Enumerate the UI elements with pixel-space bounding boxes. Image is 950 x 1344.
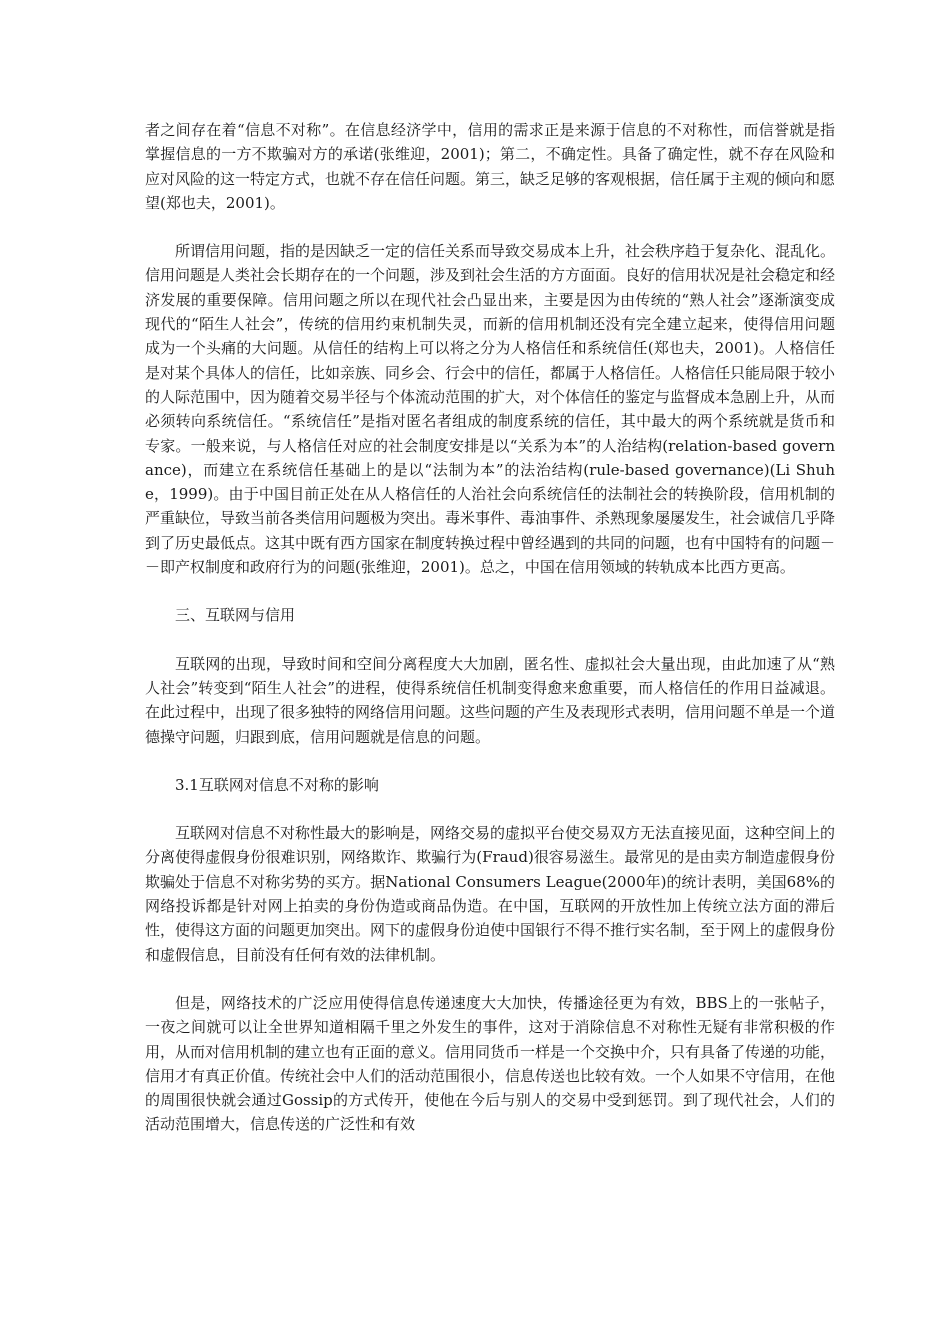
paragraph-3: 互联网的出现，导致时间和空间分离程度大大加剧，匿名性、虚拟社会大量出现，由此加速了从“熟人社会”转变到“陌生人社会”的进程，使得系统信任机制变得愈来愈重要，而人格信任的作用日益减退。在此过程中，出现了很多独特的网络信用问题。这些问题的产生及表现形式表明，信用问题不单是一个道德操守问题，归跟到底，信用问题就是信息的问题。 (145, 654, 836, 746)
paragraph-1: 者之间存在着“信息不对称”。在信息经济学中，信用的需求正是来源于信息的不对称性，而信誉就是指掌握信息的一方不欺骗对方的承诺(张维迎，2001)；第二，不确定性。具备了确定性，就不存在风险和应对风险的这一特定方式，也就不存在信任问题。第三，缺乏足够的客观根据，信任属于主观的倾向和愿望(郑也夫，2001)。 (145, 121, 836, 212)
paragraph-4: 互联网对信息不对称性最大的影响是，网络交易的虚拟平台使交易双方无法直接见面，这种空间上的分离使得虚假身份很难识别，网络欺诈、欺骗行为(Fraud)很容易滋生。最常见的是由卖方制造虚假身份欺骗处于信息不对称劣势的买方。据National Consumers League(2000年)的统计表明，美国68%的网络投诉都是针对网上拍卖的身份伪造或商品伪造。在中国，互联网的开放性加上传统立法方面的滞后性，使得这方面的问题更加突出。网下的虚假身份迫使中国银行不得不推行实名制，至于网上的虚假身份和虚假信息，目前没有任何有效的法律机制。 (145, 824, 836, 964)
paragraph-2: 所谓信用问题，指的是因缺乏一定的信任关系而导致交易成本上升，社会秩序趋于复杂化、混乱化。信用问题是人类社会长期存在的一个问题，涉及到社会生活的方方面面。良好的信用状况是社会稳定和经济发展的重要保障。信用问题之所以在现代社会凸显出来，主要是因为由传统的“熟人社会”逐渐演变成现代的“陌生人社会”，传统的信用约束机制失灵，而新的信用机制还没有完全建立起来，使得信用问题成为一个头痛的大问题。从信任的结构上可以将之分为人格信任和系统信任(郑也夫，2001)。人格信任是对某个具体人的信任，比如亲族、同乡会、行会中的信任，都属于人格信任。人格信任只能局限于较小的人际范围中，因为随着交易半径与个体流动范围的扩大，对个体信任的鉴定与监督成本急剧上升，从而必须转向系统信任。“系统信任”是指对匿名者组成的制度系统的信任，其中最大的两个系统就是货币和专家。一般来说，与人格信任对应的社会制度安排是以“关系为本”的人治结构(relation-based governance)，而建立在系统信任基础上的是以“法制为本”的法治结构(rule-based governance)(Li Shuhe，1999)。由于中国目前正处在从人格信任的人治社会向系统信任的法制社会的转换阶段，信用机制的严重缺位，导致当前各类信用问题极为突出。毒米事件、毒油事件、杀熟现象屡屡发生，社会诚信几乎降到了历史最低点。这其中既有西方国家在制度转换过程中曾经遇到的共同的问题，也有中国特有的问题－－即产权制度和政府行为的问题(张维迎，2001)。总之，中国在信用领域的转轨成本比西方更高。 (145, 242, 836, 577)
subsection-heading-3-1: 3.1互联网对信息不对称的影响 (175, 775, 379, 794)
section-heading-3: 三、互联网与信用 (175, 606, 296, 625)
paragraph-5: 但是，网络技术的广泛应用使得信息传递速度大大加快，传播途径更为有效，BBS上的一张帖子，一夜之间就可以让全世界知道相隔千里之外发生的事件，这对于消除信息不对称性无疑有非常积极的作用，从而对信用机制的建立也有正面的意义。信用同货币一样是一个交换中介，只有具备了传递的功能，信用才有真正价值。传统社会中人们的活动范围很小，信息传送也比较有效。一个人如果不守信用，在他的周围很快就会通过Gossip的方式传开，使他在今后与别人的交易中受到惩罚。到了现代社会，人们的活动范围增大，信息传送的广泛性和有效 (145, 993, 836, 1134)
document-body (145, 118, 835, 1161)
